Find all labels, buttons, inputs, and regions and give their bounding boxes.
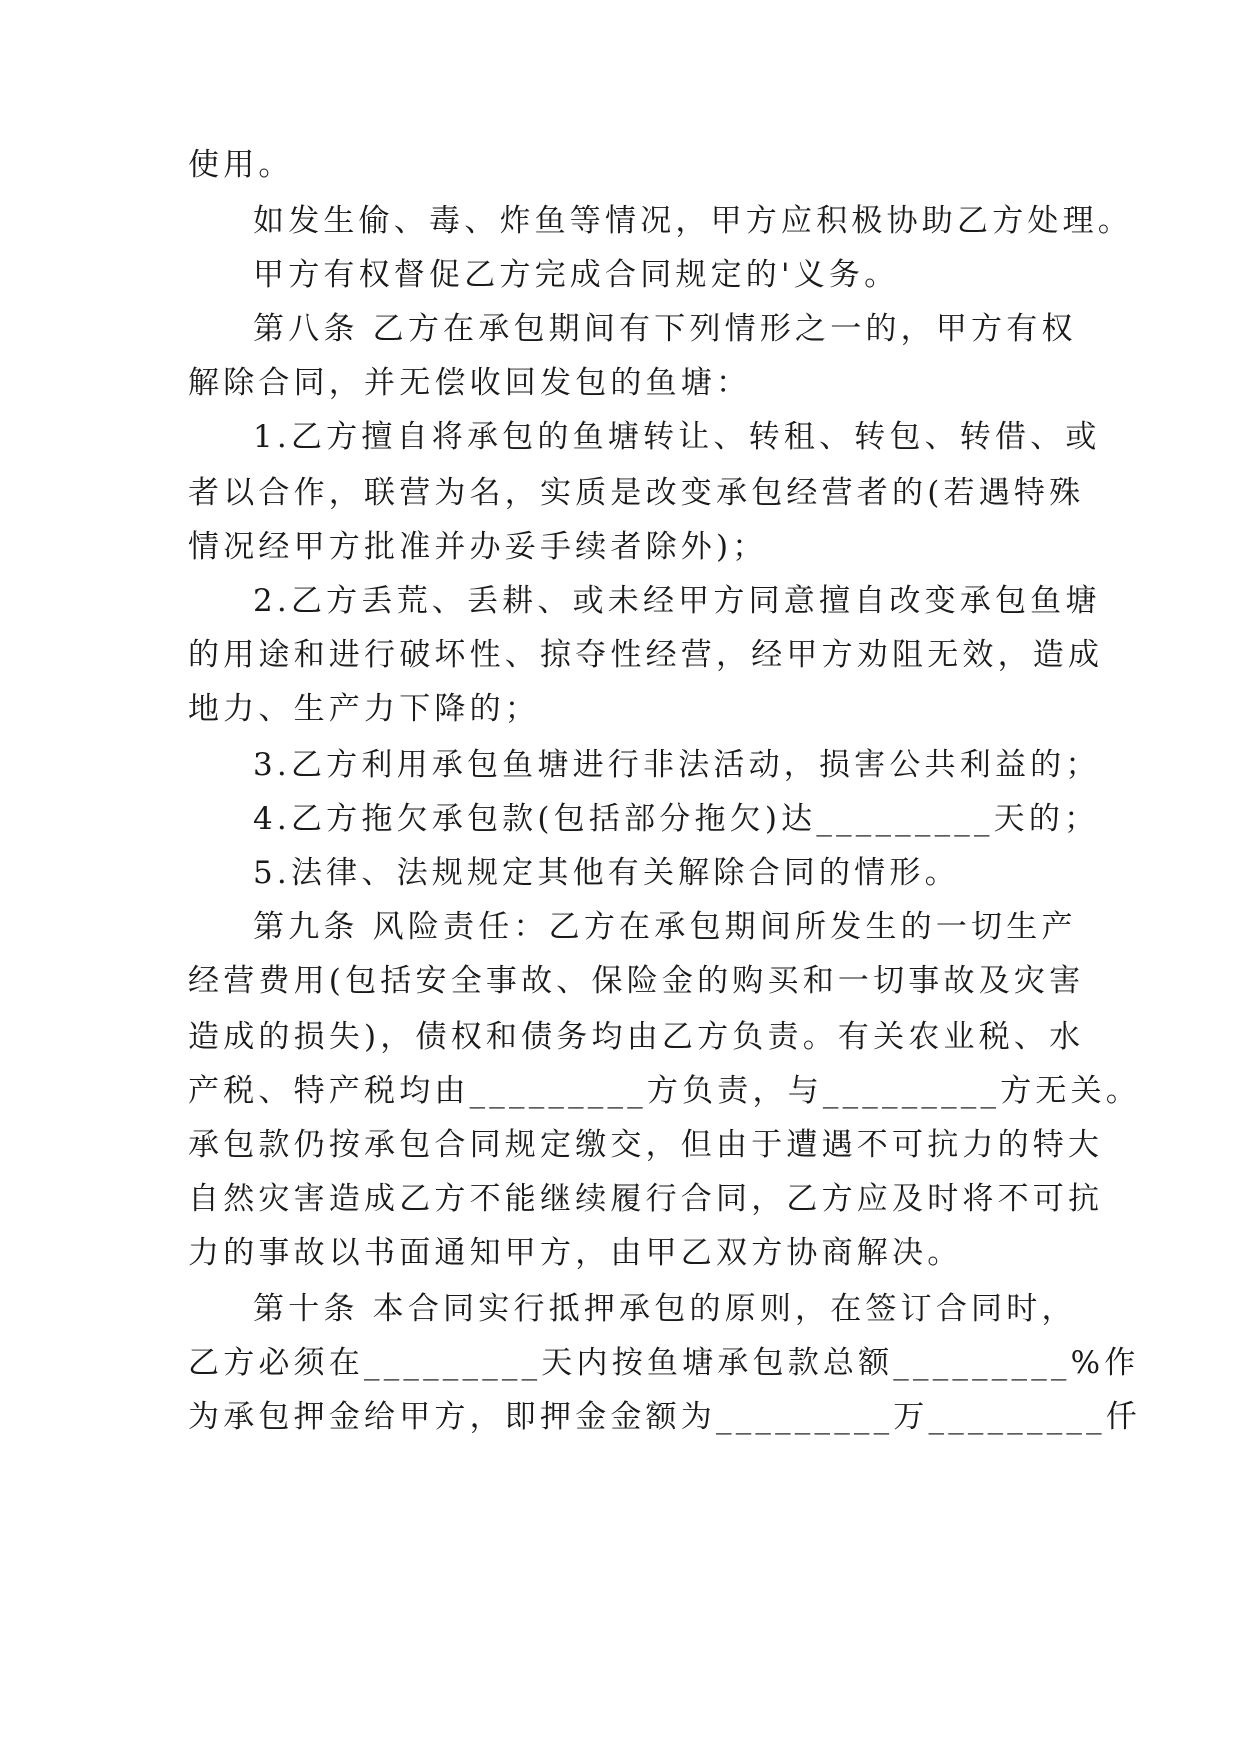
text-line: 使用。 <box>188 147 294 183</box>
text-line: 承包款仍按承包合同规定缴交，但由于遭遇不可抗力的特大 <box>188 1127 1104 1163</box>
text-line: 解除合同，并无偿收回发包的鱼塘： <box>188 365 752 401</box>
article-10-heading-line: 第十条 本合同实行抵押承包的原则，在签订合同时， <box>253 1291 1077 1327</box>
text-line: 经营费用(包括安全事故、保险金的购买和一切事故及灾害 <box>188 963 1085 999</box>
article-9-heading-line: 第九条 风险责任：乙方在承包期间所发生的一切生产 <box>253 909 1077 945</box>
text-line: 自然灾害造成乙方不能继续履行合同，乙方应及时将不可抗 <box>188 1181 1104 1217</box>
list-item-1: 1.乙方擅自将承包的鱼塘转让、转租、转包、转借、或 <box>253 419 1101 455</box>
article-8-heading-line: 第八条 乙方在承包期间有下列情形之一的，甲方有权 <box>253 311 1077 347</box>
text-line: 乙方必须在_________天内按鱼塘承包款总额_________%作 <box>188 1345 1140 1381</box>
text-line: 如发生偷、毒、炸鱼等情况，甲方应积极协助乙方处理。 <box>253 203 1133 239</box>
text-line: 产税、特产税均由_________方负责，与_________方无关。 <box>188 1073 1141 1109</box>
text-line: 情况经甲方批准并办妥手续者除外)； <box>188 529 768 565</box>
text-line: 的用途和进行破坏性、掠夺性经营，经甲方劝阻无效，造成 <box>188 637 1104 673</box>
list-item-5: 5.法律、法规规定其他有关解除合同的情形。 <box>253 855 960 891</box>
list-item-2: 2.乙方丢荒、丢耕、或未经甲方同意擅自改变承包鱼塘 <box>253 583 1101 619</box>
text-line: 者以合作，联营为名，实质是改变承包经营者的(若遇特殊 <box>188 475 1085 511</box>
list-item-4: 4.乙方拖欠承包款(包括部分拖欠)达_________天的； <box>253 801 1100 837</box>
text-line: 甲方有权督促乙方完成合同规定的'义务。 <box>253 257 900 293</box>
text-line: 造成的损失)，债权和债务均由乙方负责。有关农业税、水 <box>188 1019 1085 1055</box>
text-line: 力的事故以书面通知甲方，由甲乙双方协商解决。 <box>188 1235 963 1271</box>
text-line: 为承包押金给甲方，即押金金额为_________万_________仟 <box>188 1399 1141 1435</box>
text-line: 地力、生产力下降的； <box>188 691 540 727</box>
list-item-3: 3.乙方利用承包鱼塘进行非法活动，损害公共利益的； <box>253 747 1101 783</box>
